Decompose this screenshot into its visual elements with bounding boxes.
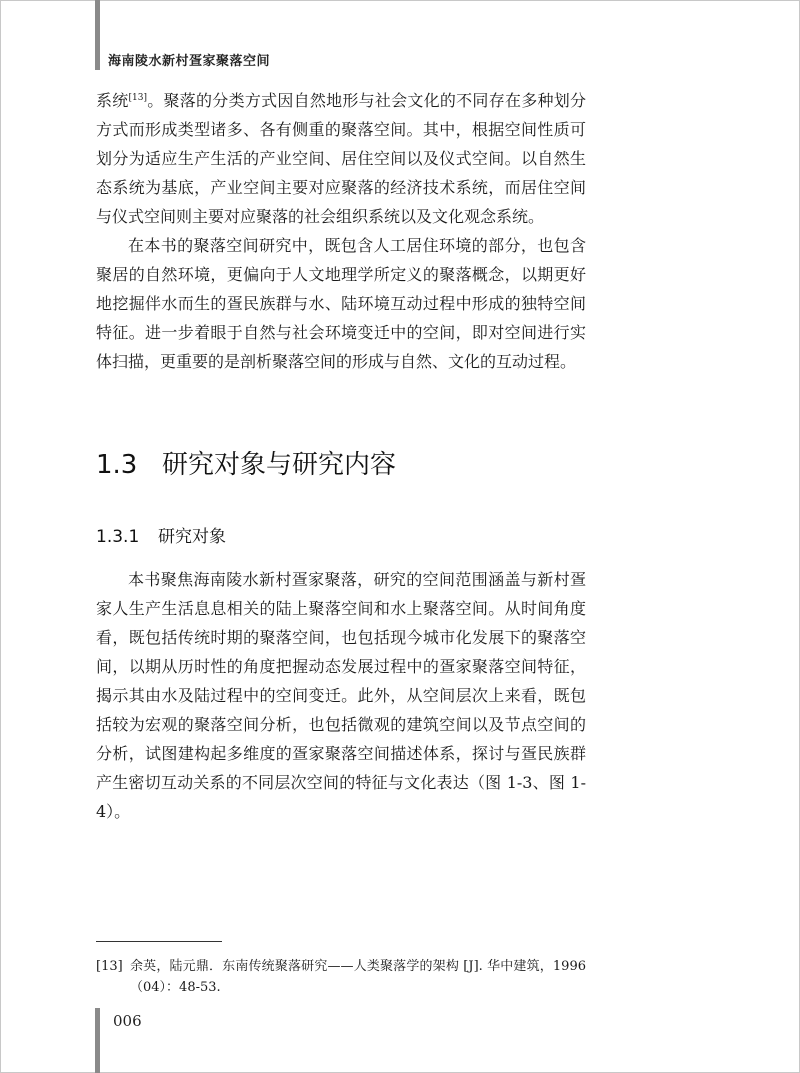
footnote-number: [13] xyxy=(96,959,123,974)
margin-bar-bottom xyxy=(95,1008,100,1073)
paragraph-3: 本书聚焦海南陵水新村疍家聚落，研究的空间范围涵盖与新村疍家人生产生活息息相关的陆上聚落空间和水上聚落空间。从时间角度看，既包括传统时期的聚落空间，也包括现今城市化发展下的聚落空间，以期从历时性的角度把握动态发展过程中的疍家聚落空间特征，揭示其由水及陆过程中的空间变迁。此外，从空间层次上来看，既包括较为宏观的聚落空间分析，也包括微观的建筑空间以及节点空间的分析，试图建构起多维度的疍家聚落空间描述体系，探讨与疍民族群产生密切互动关系的不同层次空间的特征与文化表达（图 1-3、图 1-4）。 xyxy=(96,570,586,821)
footnote xyxy=(96,956,586,998)
section-number: 1.3 xyxy=(96,450,138,480)
paragraph-1-start: 系统 xyxy=(96,91,129,110)
page-number: 006 xyxy=(113,1012,142,1030)
subsection-heading xyxy=(96,522,226,547)
paragraph-2: 在本书的聚落空间研究中，既包含人工居住环境的部分，也包含聚居的自然环境，更偏向于人文地理学所定义的聚落概念，以期更好地挖掘伴水而生的疍民族群与水、陆环境互动过程中形成的独特空间特征。进一步着眼于自然与社会环境变迁中的空间，即对空间进行实体扫描，更重要的是剖析聚落空间的形成与自然、文化的互动过程。 xyxy=(96,236,586,371)
subsection-title: 研究对象 xyxy=(158,527,226,547)
section-heading xyxy=(96,444,396,481)
body-text-bottom xyxy=(96,565,586,826)
footnote-divider xyxy=(96,941,222,942)
subsection-number: 1.3.1 xyxy=(96,527,140,547)
body-text-top xyxy=(96,86,586,376)
paragraph-1-rest: 。聚落的分类方式因自然地形与社会文化的不同存在多种划分方式而形成类型诸多、各有侧重的聚落空间。其中，根据空间性质可划分为适应生产生活的产业空间、居住空间以及仪式空间。以自然生态系统为基底，产业空间主要对应聚落的经济技术系统，而居住空间与仪式空间则主要对应聚落的社会组织系统以及文化观念系统。 xyxy=(96,91,586,226)
running-head: 海南陵水新村疍家聚落空间 xyxy=(108,54,271,69)
margin-bar-top xyxy=(95,0,100,70)
footnote-text: 余英，陆元鼎．东南传统聚落研究——人类聚落学的架构 [J]. 华中建筑，1996（04）：48-53. xyxy=(130,959,586,995)
section-title: 研究对象与研究内容 xyxy=(162,450,397,480)
paragraph-1 xyxy=(96,86,586,231)
footnote-ref[interactable]: [13] xyxy=(128,93,148,103)
